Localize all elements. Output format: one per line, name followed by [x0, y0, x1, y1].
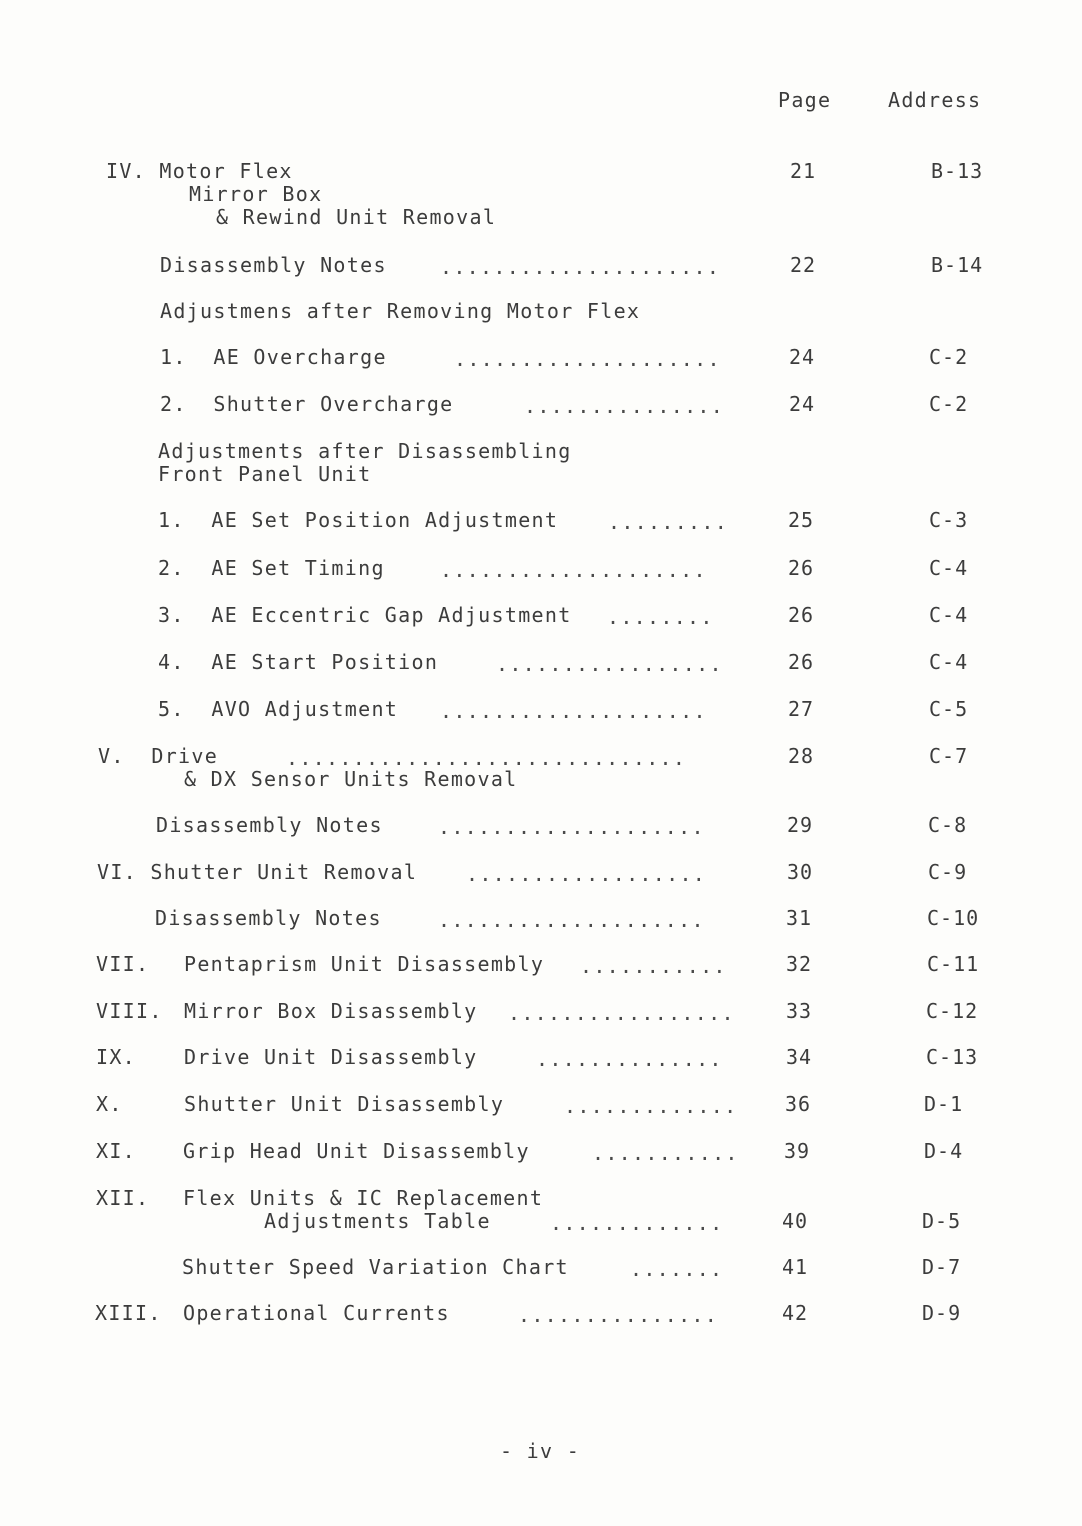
entry-address: B-14	[931, 253, 984, 277]
leader-dots: ....................	[440, 699, 707, 723]
entry-title: Pentaprism Unit Disassembly	[184, 952, 545, 976]
entry-title: VI. Shutter Unit Removal	[97, 860, 418, 884]
entry-title: 1. AE Set Position Adjustment	[158, 508, 559, 532]
entry-address: C-10	[927, 906, 980, 930]
entry-title: 4. AE Start Position	[158, 650, 439, 674]
entry-address: C-3	[929, 508, 969, 532]
entry-title: 3. AE Eccentric Gap Adjustment	[158, 603, 572, 627]
entry-address: C-9	[928, 860, 968, 884]
entry-numeral: VII.	[96, 952, 150, 976]
entry-title: Disassembly Notes	[155, 906, 382, 930]
entry-address: D-1	[924, 1092, 964, 1116]
entry-page-number: 39	[784, 1139, 811, 1163]
subsection-heading-continued: Front Panel Unit	[158, 462, 372, 486]
entry-numeral: IX.	[96, 1045, 137, 1069]
entry-page-number: 26	[788, 556, 815, 580]
entry-title-continued: Adjustments Table	[264, 1209, 491, 1233]
entry-page-number: 31	[786, 906, 813, 930]
entry-page-number: 29	[787, 813, 814, 837]
entry-page-number: 34	[786, 1045, 813, 1069]
entry-page-number: 33	[786, 999, 813, 1023]
entry-address: D-7	[922, 1255, 962, 1279]
entry-title-continued: & Rewind Unit Removal	[216, 205, 497, 229]
leader-dots: ...........	[580, 954, 727, 978]
entry-page-number: 26	[788, 650, 815, 674]
leader-dots: .................	[496, 652, 723, 676]
entry-address: C-12	[926, 999, 979, 1023]
entry-address: C-2	[929, 392, 969, 416]
entry-address: D-5	[922, 1209, 962, 1233]
entry-page-number: 25	[788, 508, 815, 532]
entry-page-number: 24	[789, 392, 816, 416]
entry-address: C-13	[926, 1045, 979, 1069]
entry-title-continued: & DX Sensor Units Removal	[184, 767, 518, 791]
entry-numeral: XIII.	[95, 1301, 162, 1325]
leader-dots: ...............	[518, 1303, 719, 1327]
entry-title: Shutter Speed Variation Chart	[182, 1255, 569, 1279]
page-footer-number: - iv -	[500, 1439, 581, 1463]
leader-dots: .......	[630, 1257, 724, 1281]
entry-address: D-4	[924, 1139, 964, 1163]
entry-title: Flex Units & IC Replacement	[183, 1186, 544, 1210]
entry-page-number: 40	[782, 1209, 809, 1233]
entry-title: Shutter Unit Disassembly	[184, 1092, 505, 1116]
entry-page-number: 30	[787, 860, 814, 884]
entry-page-number: 22	[790, 253, 817, 277]
entry-title: 5. AVO Adjustment	[158, 697, 399, 721]
entry-address: C-4	[929, 603, 969, 627]
entry-title: 2. Shutter Overcharge	[160, 392, 454, 416]
leader-dots: ..............	[536, 1047, 723, 1071]
entry-page-number: 21	[790, 159, 817, 183]
leader-dots: ....................	[454, 347, 721, 371]
entry-address: C-11	[927, 952, 980, 976]
leader-dots: ....................	[438, 815, 705, 839]
entry-address: C-8	[928, 813, 968, 837]
entry-address: D-9	[922, 1301, 962, 1325]
entry-page-number: 26	[788, 603, 815, 627]
entry-page-number: 42	[782, 1301, 809, 1325]
entry-address: C-4	[929, 650, 969, 674]
entry-title: Drive Unit Disassembly	[184, 1045, 478, 1069]
entry-title: Disassembly Notes	[156, 813, 383, 837]
entry-address: C-7	[929, 744, 969, 768]
entry-title: Operational Currents	[183, 1301, 450, 1325]
address-column-header: Address	[888, 88, 982, 112]
entry-title: 2. AE Set Timing	[158, 556, 385, 580]
leader-dots: .....................	[440, 255, 721, 279]
entry-numeral: XI.	[96, 1139, 137, 1163]
entry-address: C-5	[929, 697, 969, 721]
entry-numeral: X.	[96, 1092, 123, 1116]
entry-title: Grip Head Unit Disassembly	[183, 1139, 530, 1163]
entry-page-number: 36	[785, 1092, 812, 1116]
leader-dots: .............	[550, 1211, 724, 1235]
entry-page-number: 41	[782, 1255, 809, 1279]
entry-page-number: 32	[786, 952, 813, 976]
entry-title: IV. Motor Flex	[106, 159, 293, 183]
leader-dots: .........	[608, 510, 729, 534]
subsection-heading: Adjustmens after Removing Motor Flex	[160, 299, 641, 323]
entry-title-continued: Mirror Box	[189, 182, 323, 206]
entry-address: C-4	[929, 556, 969, 580]
entry-page-number: 27	[788, 697, 815, 721]
entry-title: Disassembly Notes	[160, 253, 387, 277]
subsection-heading: Adjustments after Disassembling	[158, 439, 572, 463]
leader-dots: ........	[607, 605, 714, 629]
entry-address: B-13	[931, 159, 984, 183]
leader-dots: ..................	[466, 862, 707, 886]
entry-numeral: VIII.	[96, 999, 163, 1023]
entry-title: Mirror Box Disassembly	[184, 999, 478, 1023]
leader-dots: ....................	[440, 558, 707, 582]
entry-address: C-2	[929, 345, 969, 369]
leader-dots: ...............	[524, 394, 725, 418]
leader-dots: ...........	[592, 1141, 739, 1165]
page-column-header: Page	[778, 88, 832, 112]
entry-page-number: 28	[788, 744, 815, 768]
leader-dots: .............	[564, 1094, 738, 1118]
entry-title: 1. AE Overcharge	[160, 345, 387, 369]
entry-page-number: 24	[789, 345, 816, 369]
entry-numeral: XII.	[96, 1186, 150, 1210]
leader-dots: .................	[508, 1001, 735, 1025]
entry-title: V. Drive	[98, 744, 219, 768]
leader-dots: ....................	[438, 908, 705, 932]
leader-dots: ..............................	[286, 746, 687, 770]
